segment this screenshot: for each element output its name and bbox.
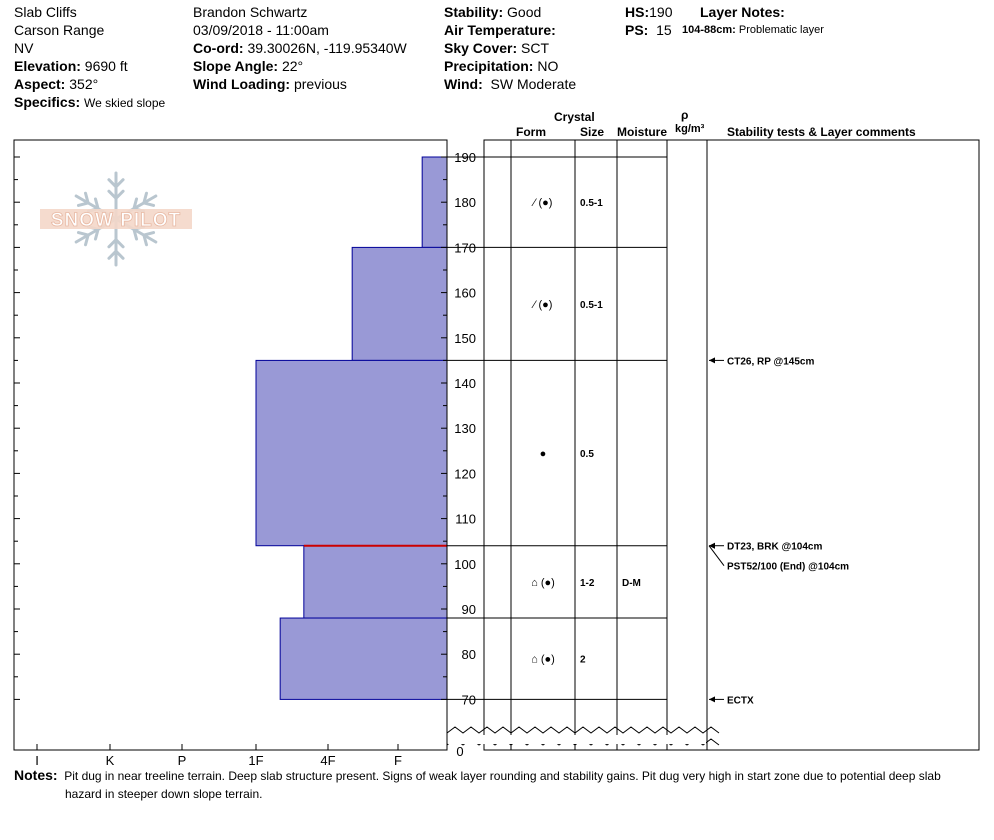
- location-name: Slab Cliffs: [14, 4, 77, 20]
- layer-note-text: Problematic layer: [738, 24, 824, 36]
- coord-value: 39.30026N, -119.95340W: [247, 40, 407, 56]
- x-tick-label-P: P: [177, 753, 187, 768]
- aspect-value: 352°: [69, 76, 99, 92]
- hs-value: 190: [649, 4, 673, 20]
- wind-value: SW Moderate: [490, 76, 577, 92]
- hardness-layer-2: [352, 247, 447, 360]
- sky-label: Sky Cover:: [444, 40, 518, 56]
- hardness-layer-3: [256, 360, 447, 545]
- date-time: 03/09/2018 - 11:00am: [193, 22, 329, 38]
- y-tick-label-120: 120: [454, 466, 476, 482]
- wind-label: Wind:: [444, 76, 483, 92]
- precip-label: Precipitation:: [444, 58, 534, 74]
- coord-label: Co-ord:: [193, 40, 244, 56]
- hardness-layer-4: [304, 546, 447, 618]
- crystal-form-5: ⌂ (●): [531, 653, 555, 666]
- elevation-label: Elevation:: [14, 58, 81, 74]
- state: NV: [14, 40, 34, 56]
- y-tick-label-110: 110: [455, 511, 476, 527]
- aspect-label: Aspect:: [14, 76, 66, 92]
- y-tick-label-zero: 0: [456, 744, 464, 759]
- air-temp-label: Air Temperature:: [444, 22, 556, 38]
- slope-value: 22°: [281, 58, 304, 74]
- precip-value: NO: [537, 58, 559, 74]
- test-label-4: ECTX: [727, 695, 754, 707]
- test-arrowhead-4: [709, 696, 715, 702]
- test-arrowhead-1: [709, 357, 715, 363]
- notes-text-2: hazard in steeper down slope terrain.: [65, 787, 263, 801]
- ps-value: 15: [656, 22, 672, 38]
- y-tick-label-80: 80: [461, 647, 476, 663]
- observer: Brandon Schwartz: [193, 4, 308, 20]
- notes-text-1: Pit dug in near treeline terrain. Deep slab structure present. Signs of weak layer rounding and stability gains. Pit dug very high in start zone due to potential deep slab: [64, 769, 941, 783]
- layer-note-range: 104-88cm:: [682, 24, 736, 36]
- ps-label: PS:: [625, 22, 649, 38]
- slope-label: Slope Angle:: [193, 58, 279, 74]
- test-label-3: PST52/100 (End) @104cm: [727, 561, 850, 573]
- crystal-form-1: ⁄ (●): [533, 197, 553, 210]
- crystal-size-3: 0.5: [580, 449, 594, 461]
- y-tick-label-90: 90: [461, 602, 476, 617]
- size-header: Size: [580, 125, 605, 139]
- density-symbol: ρ: [681, 108, 689, 122]
- specifics-value: We skied slope: [84, 96, 166, 110]
- test-arrowhead-3: [709, 543, 715, 549]
- notes-line-1: [14, 768, 941, 782]
- wind-loading-label: Wind Loading:: [193, 76, 291, 92]
- moisture-header: Moisture: [617, 125, 668, 139]
- sky-value: SCT: [521, 40, 550, 56]
- y-tick-label-100: 100: [454, 556, 476, 572]
- y-tick-label-160: 160: [454, 285, 476, 301]
- specifics-label: Specifics:: [14, 94, 81, 110]
- y-tick-label-140: 140: [454, 376, 476, 391]
- stability-value: Good: [507, 4, 542, 20]
- y-tick-label-150: 150: [454, 330, 476, 346]
- crystal-form-3: ●: [539, 448, 547, 461]
- y-tick-label-170: 170: [454, 240, 476, 256]
- x-tick-label-F: F: [394, 753, 402, 768]
- wind-loading-value: previous: [293, 76, 347, 92]
- y-tick-label-130: 130: [454, 421, 476, 437]
- y-tick-label-190: 190: [454, 150, 476, 165]
- logo-text: SNOW PILOT: [50, 210, 182, 231]
- layer-notes-label: Layer Notes:: [700, 4, 785, 20]
- crystal-size-2: 0.5-1: [580, 299, 603, 311]
- hs-label: HS:: [625, 4, 650, 20]
- snowpilot-logo: [40, 173, 192, 265]
- crystal-size-1: 0.5-1: [580, 198, 603, 210]
- crystal-size-4: 1-2: [580, 577, 595, 589]
- stability-label: Stability:: [444, 4, 504, 20]
- form-header: Form: [516, 125, 546, 139]
- notes-label: Notes:: [14, 767, 58, 783]
- tests-header: Stability tests & Layer comments: [727, 125, 916, 139]
- moisture-4: D-M: [622, 577, 641, 589]
- mountain-range: Carson Range: [14, 22, 105, 38]
- x-tick-label-1F: 1F: [248, 753, 264, 768]
- x-tick-label-4F: 4F: [320, 753, 336, 768]
- test-label-1: CT26, RP @145cm: [727, 356, 815, 368]
- crystal-form-4: ⌂ (●): [531, 576, 555, 589]
- table-frame: [484, 140, 979, 750]
- axis-break-zigzag: [447, 727, 719, 745]
- density-unit: kg/m³: [675, 123, 705, 135]
- test-label-2: DT23, BRK @104cm: [727, 541, 823, 553]
- elevation-value: 9690 ft: [84, 58, 128, 74]
- x-tick-label-K: K: [105, 753, 115, 768]
- x-tick-label-I: I: [35, 753, 39, 768]
- y-tick-label-180: 180: [454, 195, 476, 211]
- y-tick-label-70: 70: [461, 692, 476, 708]
- crystal-form-2: ⁄ (●): [533, 298, 553, 311]
- crystal-size-5: 2: [580, 654, 586, 666]
- test-arrow-3: [709, 546, 724, 566]
- hardness-layer-5: [280, 618, 447, 699]
- crystal-header: Crystal: [554, 110, 595, 124]
